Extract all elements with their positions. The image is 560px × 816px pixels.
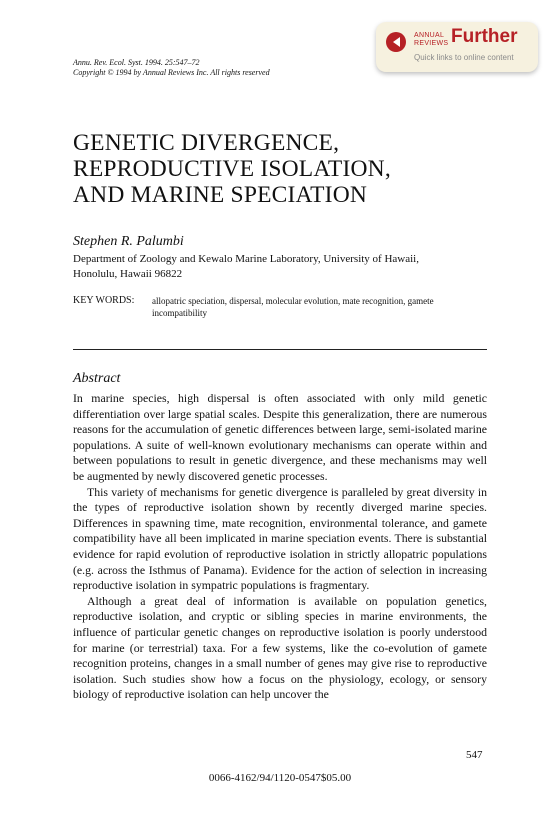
- journal-copyright: Copyright © 1994 by Annual Reviews Inc. All rights reserved: [73, 68, 270, 77]
- title-line: REPRODUCTIVE ISOLATION,: [73, 156, 391, 182]
- author-affiliation: [73, 252, 419, 282]
- affiliation-line: Honolulu, Hawaii 96822: [73, 268, 183, 280]
- keywords-label: KEY WORDS:: [73, 295, 135, 306]
- annual-reviews-logo-icon: [386, 32, 406, 52]
- banner-further-text: Further: [451, 26, 518, 47]
- abstract-paragraph: In marine species, high dispersal is often associated with only mild genetic differentiation over large spatial scales. Despite this generalization, there are numerous reasons for the accumulation of genetic differences between large, semi-isolated marine populations. A suite of well-known evolutionary mechanisms can operate within and between populations to result in genetic divergence, and these mechanisms may well be augmented by newly discovered genetic processes.: [73, 391, 487, 483]
- banner-reviews-text: REVIEWS: [414, 40, 449, 47]
- journal-citation: Annu. Rev. Ecol. Syst. 1994. 25:547–72: [73, 58, 200, 67]
- annual-reviews-further-banner[interactable]: [376, 22, 538, 72]
- journal-header: [73, 58, 270, 78]
- article-code: 0066-4162/94/1120-0547$05.00: [208, 772, 352, 784]
- page-number: 547: [466, 749, 483, 761]
- title-line: GENETIC DIVERGENCE,: [73, 130, 340, 156]
- banner-brand-small: [414, 32, 448, 48]
- author-name: Stephen R. Palumbi: [73, 234, 184, 249]
- keywords-text: allopatric speciation, dispersal, molecular evolution, mate recognition, gamete incompatibility: [152, 296, 434, 318]
- abstract-paragraph: Although a great deal of information is available on population genetics, reproductive isolation, and cryptic or sibling species in marine environments, the influence of particular genetic changes on reproductive isolation is poorly understood for marine (or terrestrial) taxa. For a few systems, like the co-evolution of gamete recognition proteins, changes in a small number of genes may give rise to reproductive isolation. Such studies show how a focus on the physiology, ecology, or sensory biology of reproductive isolation can help uncover the: [73, 593, 487, 702]
- article-title: [73, 130, 391, 208]
- banner-annual-text: ANNUAL: [414, 32, 445, 39]
- affiliation-line: Department of Zoology and Kewalo Marine Laboratory, University of Hawaii,: [73, 253, 419, 265]
- banner-subtitle[interactable]: Quick links to online content: [414, 53, 514, 62]
- title-line: AND MARINE SPECIATION: [73, 182, 368, 208]
- abstract-heading: Abstract: [73, 371, 121, 386]
- abstract-paragraph: This variety of mechanisms for genetic divergence is paralleled by great diversity in the types of reproductive isolation shown by recently diverged marine species. Differences in spawning time, mate recognition, environmental tolerance, and gamete compatibility have all been implicated in marine speciation events. There is substantial evidence for rapid evolution of reproductive isolation in strictly allopatric populations (e.g. across the Isthmus of Panama). Evidence for the action of selection in increasing reproductive isolation in sympatric populations is fragmentary.: [73, 484, 487, 593]
- abstract-body: [73, 391, 487, 703]
- section-divider: [73, 349, 487, 350]
